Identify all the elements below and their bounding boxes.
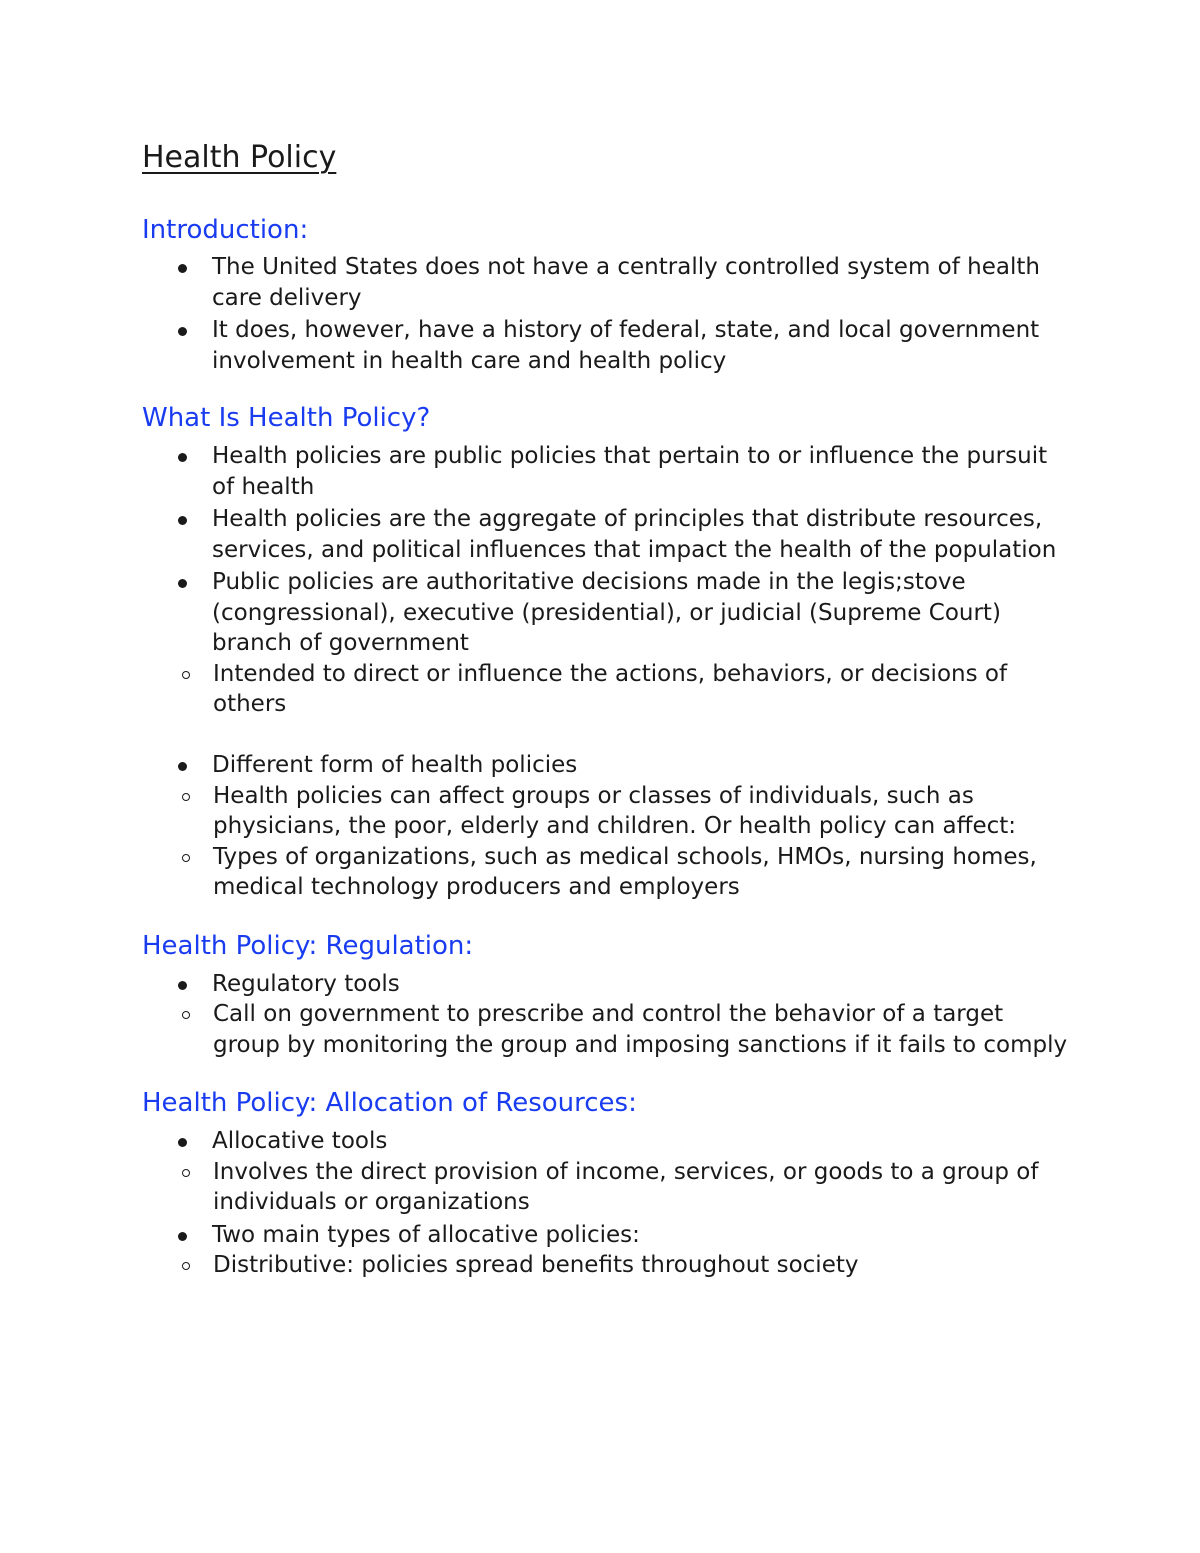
- section-allocation-of-resources: [142, 1086, 1072, 1281]
- list-item: [142, 1220, 1072, 1281]
- list-item: [142, 1126, 1072, 1218]
- list-item: [142, 567, 1072, 720]
- list-item-text: Regulatory tools: [212, 970, 400, 997]
- list-item: [142, 750, 1072, 903]
- document-title: Health Policy: [142, 140, 337, 175]
- list-item-text: Allocative tools: [212, 1128, 388, 1154]
- filled-bullet-icon: [178, 762, 187, 771]
- bullet-list: [142, 969, 1072, 1061]
- section-introduction: [142, 213, 1072, 376]
- filled-bullet-icon: [178, 264, 187, 273]
- sub-list-item-text: Call on government to prescribe and control the behavior of a target group by monitoring the group and imposing sanctions if it fails to comply: [213, 1001, 1068, 1058]
- section-heading: Health Policy: Allocation of Resources:: [142, 1088, 637, 1118]
- sub-bullet-list: [142, 999, 1072, 1060]
- sub-bullet-list: [142, 659, 1072, 720]
- filled-bullet-icon: [178, 981, 187, 990]
- sub-list-item: [142, 659, 1072, 720]
- bullet-list: [142, 1126, 1072, 1281]
- hollow-bullet-icon: [182, 1262, 190, 1270]
- hollow-bullet-icon: [182, 671, 190, 679]
- hollow-bullet-icon: [182, 854, 190, 862]
- list-item: [142, 441, 1072, 502]
- section-heading: What Is Health Policy?: [142, 403, 431, 433]
- filled-bullet-icon: [178, 1232, 187, 1241]
- filled-bullet-icon: [178, 516, 187, 525]
- blank-line: [142, 720, 1072, 751]
- filled-bullet-icon: [178, 579, 187, 588]
- section-heading: Health Policy: Regulation:: [142, 930, 474, 961]
- list-item-text: The United States does not have a centrally controlled system of health care delivery: [212, 254, 1040, 311]
- sub-list-item-text: Types of organizations, such as medical schools, HMOs, nursing homes, medical technology producers and employers: [213, 843, 1037, 900]
- sub-list-item: [142, 781, 1072, 842]
- filled-bullet-icon: [178, 453, 187, 462]
- hollow-bullet-icon: [182, 1011, 190, 1019]
- list-item-text: It does, however, have a history of federal, state, and local government involvement in health care and health policy: [212, 317, 1040, 374]
- section-heading: Introduction:: [142, 215, 309, 245]
- list-item: [142, 969, 1072, 1061]
- sub-list-item: [142, 999, 1072, 1060]
- section-regulation: [142, 929, 1072, 1061]
- list-item-text: Public policies are authoritative decisions made in the legis;stove (congressional), executive (presidential), or judicial (Supreme Court) branch of government: [212, 569, 1001, 656]
- list-item: [142, 252, 1072, 313]
- hollow-bullet-icon: [182, 1169, 190, 1177]
- list-item: [142, 315, 1072, 376]
- sub-list-item: [142, 1250, 1072, 1281]
- sub-bullet-list: [142, 1250, 1072, 1281]
- sub-list-item: [142, 842, 1072, 903]
- sub-list-item: [142, 1157, 1072, 1218]
- list-item-text: Health policies are public policies that pertain to or influence the pursuit of health: [212, 443, 1048, 500]
- filled-bullet-icon: [178, 327, 187, 336]
- sub-list-item-text: Intended to direct or influence the actions, behaviors, or decisions of others: [213, 660, 1008, 717]
- bullet-list: [142, 252, 1072, 376]
- hollow-bullet-icon: [182, 793, 190, 801]
- sub-list-item-text: Health policies can affect groups or classes of individuals, such as physicians, the poor, elderly and children. Or health policy can affect:: [213, 782, 1017, 839]
- sub-list-item-text: Distributive: policies spread benefits throughout society: [213, 1252, 859, 1278]
- section-what-is-health-policy: [142, 401, 1072, 903]
- filled-bullet-icon: [178, 1138, 187, 1147]
- bullet-list: [142, 441, 1072, 903]
- list-item-text: Two main types of allocative policies:: [212, 1221, 640, 1248]
- list-item-text: Health policies are the aggregate of principles that distribute resources, services, and political influences that impact the health of the population: [212, 506, 1057, 563]
- list-item-text: Different form of health policies: [212, 752, 578, 778]
- sub-bullet-list: [142, 1157, 1072, 1218]
- document-page: [142, 138, 1072, 1281]
- sub-bullet-list: [142, 781, 1072, 903]
- list-item: [142, 504, 1072, 565]
- sub-list-item-text: Involves the direct provision of income, services, or goods to a group of individuals or organizations: [213, 1158, 1039, 1215]
